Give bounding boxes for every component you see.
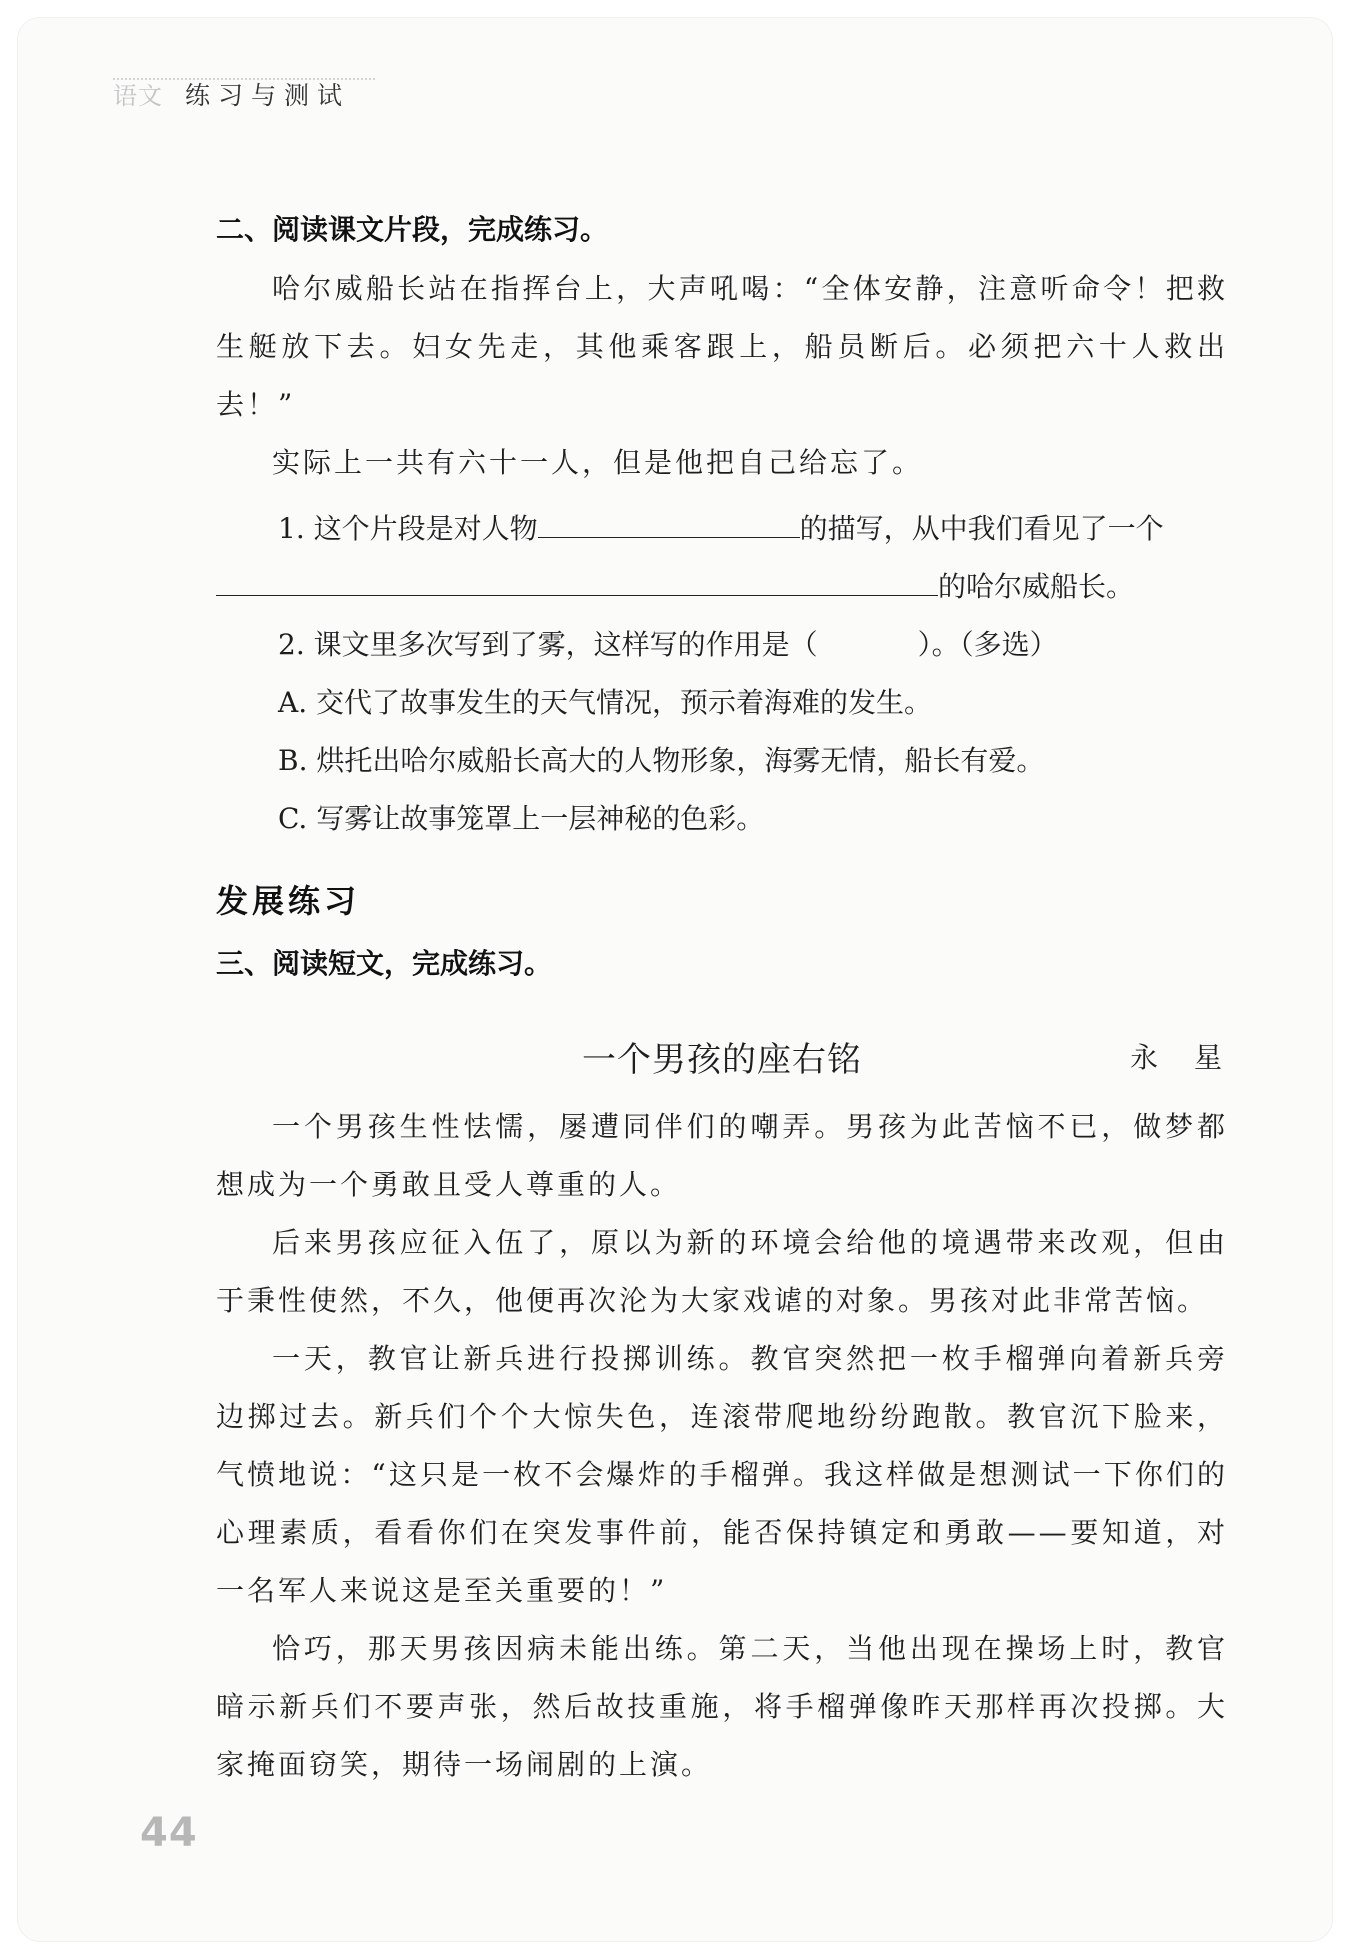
article-title-row [216,1026,1258,1098]
article-paragraph-4: 恰巧，那天男孩因病未能出练。第二天，当他出现在操场上时，教官暗示新兵们不要声张，然后故技重施，将手榴弹像昨天那样再次投掷。大家掩面窃笑，期待一场闹剧的上演。 [216,1632,1228,1781]
question-2 [216,616,1228,674]
section-3-heading: 三、阅读短文，完成练习。 [216,947,553,980]
article-paragraph-1: 一个男孩生性怯懦，屡遭同伴们的嘲弄。男孩为此苦恼不已，做梦都想成为一个勇敢且受人尊重的人。 [216,1110,1228,1201]
article-paragraph-2: 后来男孩应征入伍了，原以为新的环境会给他的境遇带来改观，但由于秉性使然，不久，他便再次沦为大家戏谑的对象。男孩对此非常苦恼。 [216,1226,1228,1317]
option-a: A. 交代了故事发生的天气情况，预示着海难的发生。 [278,686,933,719]
question-1-line-2 [216,558,1228,616]
page-sheet [18,18,1332,1941]
excerpt-paragraph-2: 实际上一共有六十一人，但是他把自己给忘了。 [272,446,924,479]
section-2-heading: 二、阅读课文片段，完成练习。 [216,213,609,246]
page-number: 44 [140,1810,198,1856]
header-subject: 语文 [113,82,163,110]
article-title: 一个男孩的座右铭 [582,1040,862,1080]
header-book-title: 练习与测试 [185,81,351,110]
article-author: 永星 [1129,1041,1258,1074]
question-2-text-b: ）。（多选） [917,628,1058,661]
running-header [113,76,350,112]
option-b: B. 烘托出哈尔威船长高大的人物形象，海雾无情，船长有爱。 [278,744,1045,777]
development-heading: 发展练习 [216,882,361,920]
question-1-text-b: 的描写，从中我们看见了一个 [799,512,1164,545]
answer-blank-character[interactable] [538,503,800,538]
option-c: C. 写雾让故事笼罩上一层神秘的色彩。 [278,802,765,835]
page-content [216,208,1258,1794]
question-1 [216,500,1228,616]
article-paragraph-3: 一天，教官让新兵进行投掷训练。教官突然把一枚手榴弹向着新兵旁边掷过去。新兵们个个大惊失色，连滚带爬地纷纷跑散。教官沉下脸来，气愤地说：“这只是一枚不会爆炸的手榴弹。我这样做是想测试一下你们的心理素质，看看你们在突发事件前，能否保持镇定和勇敢——要知道，对一名军人来说这是至关重要的！” [216,1342,1228,1607]
answer-blank-description[interactable] [216,561,938,596]
excerpt-paragraph-1: 哈尔威船长站在指挥台上，大声吼喝：“全体安静，注意听命令！把救生艇放下去。妇女先走，其他乘客跟上，船员断后。必须把六十人救出去！” [216,272,1228,421]
question-1-text-c: 的哈尔威船长。 [938,570,1135,603]
question-2-text-a: 2. 课文里多次写到了雾，这样写的作用是（ [278,628,818,661]
question-1-line-1 [216,500,1228,558]
question-1-text-a: 1. 这个片段是对人物 [278,512,538,545]
